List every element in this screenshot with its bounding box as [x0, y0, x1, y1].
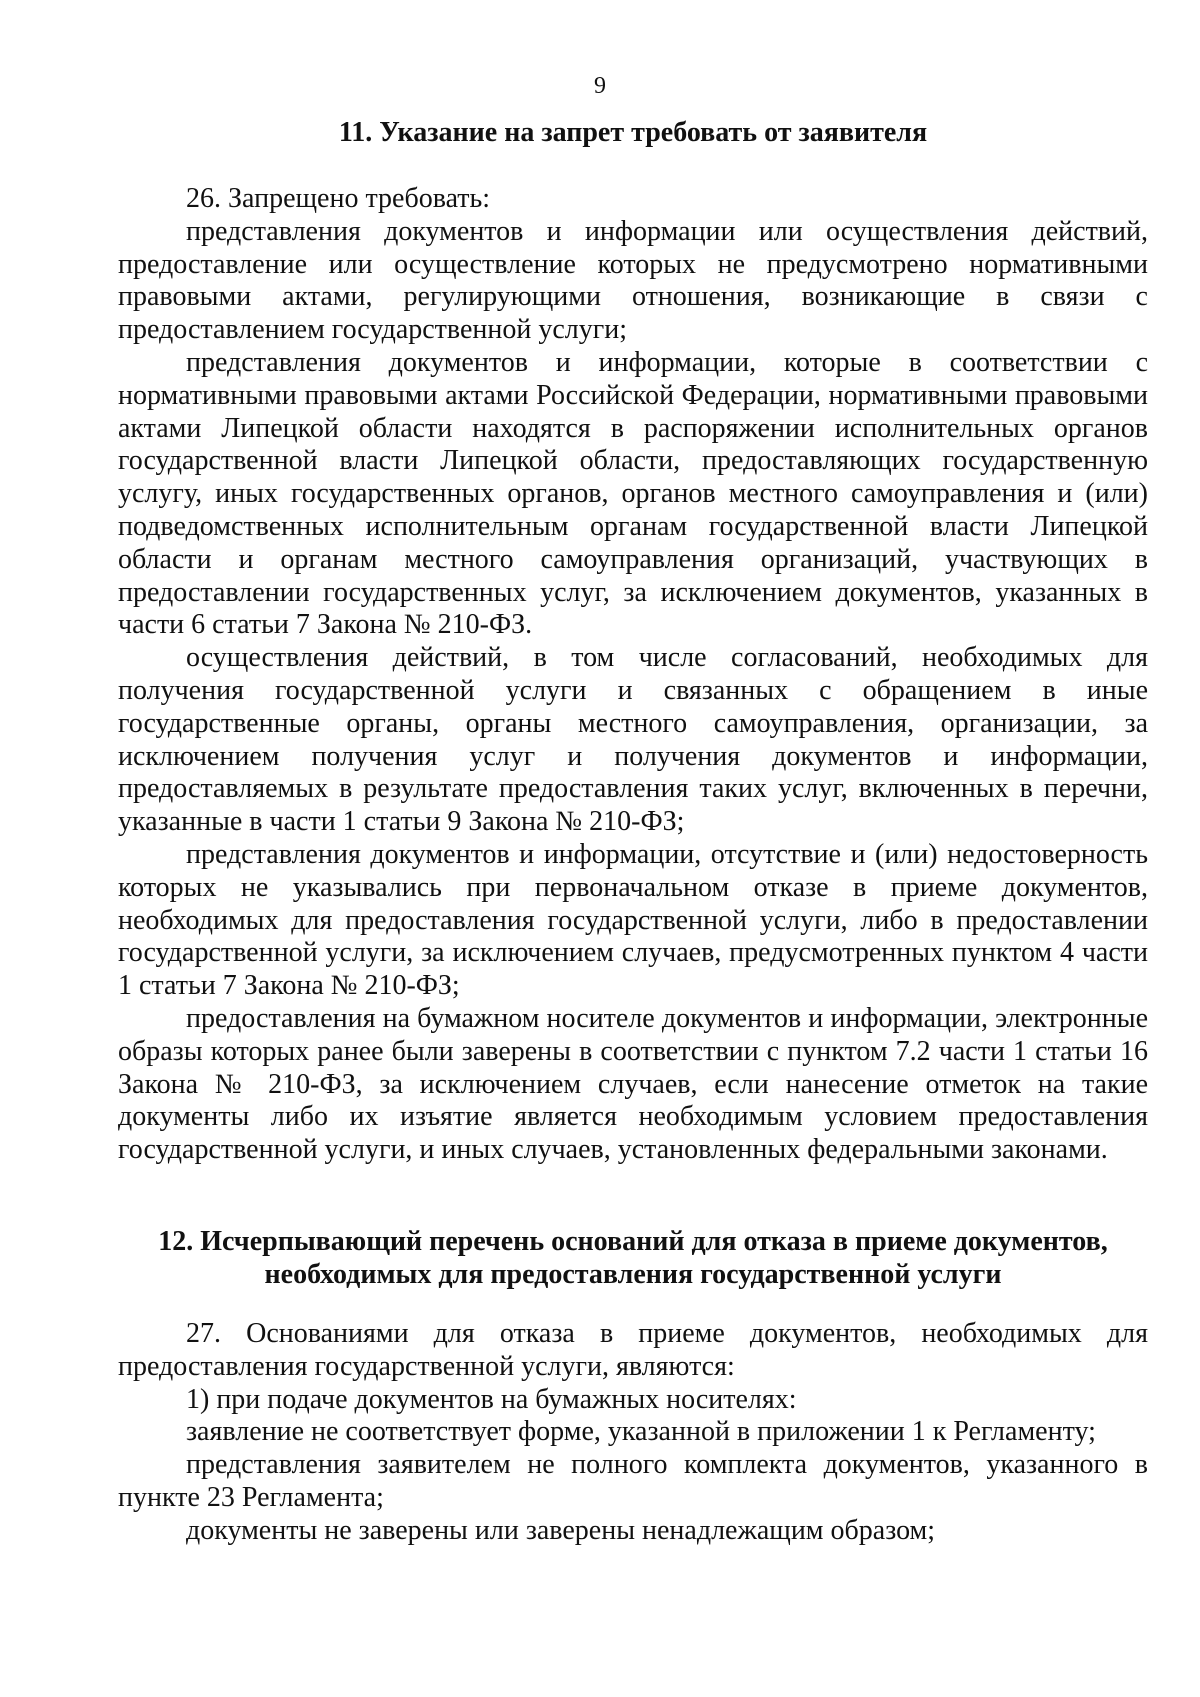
section-12-heading-line-2: необходимых для предоставления государственной услуги [264, 1259, 1002, 1290]
section-12-body [118, 1318, 1148, 1548]
page-number: 9 [594, 73, 606, 99]
section-12-heading-line-1: 12. Исчерпывающий перечень оснований для отказа в приеме документов, [158, 1226, 1108, 1257]
paragraph-27-intro: 27. Основаниями для отказа в приеме документов, необходимых для предоставления государственной услуги, являются: [118, 1318, 1148, 1382]
paragraph-27-ground-3: документы не заверены или заверены ненадлежащим образом; [186, 1514, 936, 1546]
paragraph-26-intro: 26. Запрещено требовать: [186, 183, 491, 214]
paragraph-26-item-3: осуществления действий, в том числе согласований, необходимых для получения государственной услуги и связанных с обращением в иные государственные органы, органы местного самоуправления, организации, за исключением получения услуг и получения документов и информации, предоставляемых в результате предоставления таких услуг, включенных в перечни, указанные в части 1 статьи 9 Закона № 210-ФЗ; [118, 642, 1148, 838]
paragraph-27-ground-1: заявление не соответствует форме, указанной в приложении 1 к Регламенту; [186, 1416, 1096, 1448]
section-11-body [118, 183, 1148, 1167]
paragraph-26-item-5: предоставления на бумажном носителе документов и информации, электронные образы которых ранее были заверены в соответствии с пунктом 7.2 части 1 статьи 16 Закона № 210-ФЗ, за исключением случаев, если нанесение отметок на такие документы либо их изъятие является необходимым условием предоставления государственной услуги, и иных случаев, установленных федеральными законами. [118, 1002, 1148, 1166]
paragraph-26-item-4: представления документов и информации, отсутствие и (или) недостоверность которых не указывались при первоначальном отказе в приеме документов, необходимых для предоставления государственной услуги, либо в предоставлении государственной услуги, за исключением случаев, предусмотренных пунктом 4 части 1 статьи 7 Закона № 210-ФЗ; [118, 838, 1148, 1002]
section-12-heading [118, 1225, 1148, 1291]
paragraph-26-item-1: представления документов и информации или осуществления действий, предоставление или осуществление которых не предусмотрено нормативными правовыми актами, регулирующими отношения, возникающие в связи с предоставлением государственной услуги; [118, 215, 1148, 346]
section-11-heading: 11. Указание на запрет требовать от заявителя [338, 117, 928, 148]
paragraph-27-subitem-1: 1) при подаче документов на бумажных носителях: [186, 1383, 797, 1415]
paragraph-26-item-2: представления документов и информации, которые в соответствии с нормативными правовыми актами Российской Федерации, нормативными правовыми актами Липецкой области находятся в распоряжении исполнительных органов государственной власти Липецкой области, предоставляющих государственную услугу, иных государственных органов, органов местного самоуправления и (или) подведомственных исполнительным органам государственной власти Липецкой области и органам местного самоуправления организаций, участвующих в предоставлении государственных услуг, за исключением документов, указанных в части 6 статьи 7 Закона № 210-ФЗ. [118, 346, 1148, 641]
paragraph-27-ground-2: представления заявителем не полного комплекта документов, указанного в пункте 23 Регламента; [118, 1449, 1148, 1513]
